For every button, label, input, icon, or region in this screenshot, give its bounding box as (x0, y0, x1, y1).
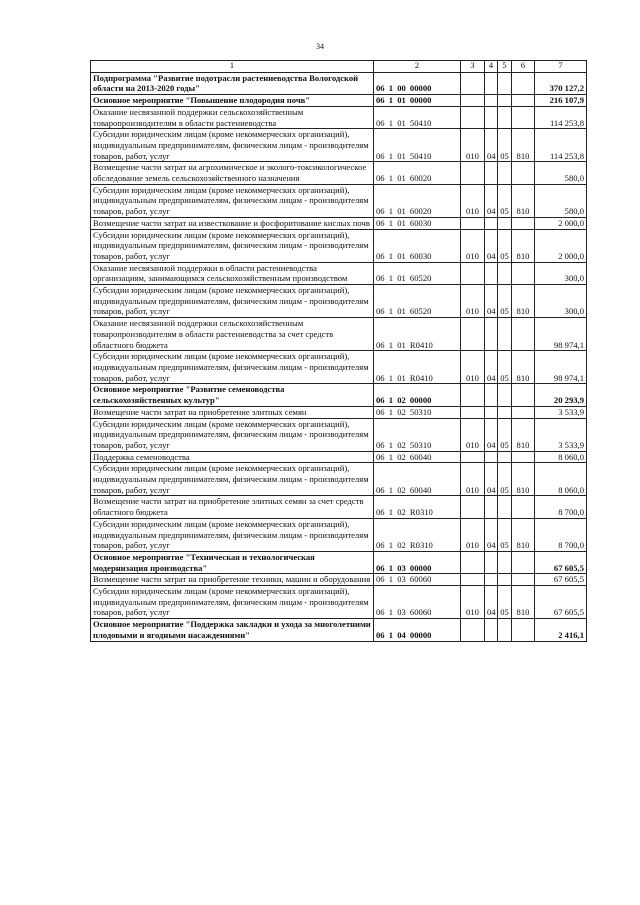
row-name-cell: Субсидии юридическим лицам (кроме некоммерческих организаций), индивидуальным предпринимателям, физическим лицам - производителям товаров, работ, услуг (91, 184, 374, 217)
row-col6-cell (512, 262, 535, 284)
row-col6-cell (512, 574, 535, 586)
row-col5-cell (498, 162, 512, 184)
row-amount-cell: 20 293,9 (535, 384, 587, 406)
row-name-cell: Субсидии юридическим лицам (кроме некоммерческих организаций), индивидуальным предпринимателям, физическим лицам - производителям товаров, работ, услуг (91, 418, 374, 451)
table-row (91, 406, 587, 418)
table-row (91, 106, 587, 128)
row-amount-cell: 8 700,0 (535, 496, 587, 518)
row-col6-cell (512, 318, 535, 351)
row-col3-cell (461, 384, 485, 406)
row-col3-cell (461, 551, 485, 573)
row-col6-cell: 810 (512, 518, 535, 551)
row-code-cell: 06 1 01 60020 (374, 184, 461, 217)
row-name-cell: Возмещение части затрат на приобретение элитных семян (91, 406, 374, 418)
row-name-cell: Оказание несвязанной поддержки сельскохозяйственным товаропроизводителям в области растениеводства (91, 106, 374, 128)
row-col4-cell (485, 496, 498, 518)
header-cell: 3 (461, 61, 485, 73)
row-col3-cell (461, 451, 485, 463)
row-code-cell: 06 1 02 60040 (374, 463, 461, 496)
row-col5-cell (498, 72, 512, 94)
row-name-cell: Основное мероприятие "Развитие семеноводства сельскохозяйственных культур" (91, 384, 374, 406)
row-col6-cell: 810 (512, 418, 535, 451)
row-amount-cell: 67 605,5 (535, 551, 587, 573)
row-col3-cell: 010 (461, 586, 485, 619)
row-col4-cell (485, 217, 498, 229)
row-col5-cell (498, 217, 512, 229)
table-row (91, 451, 587, 463)
row-code-cell: 06 1 01 60020 (374, 162, 461, 184)
row-col6-cell: 810 (512, 184, 535, 217)
row-col5-cell: 05 (498, 184, 512, 217)
row-col4-cell: 04 (485, 129, 498, 162)
row-col3-cell: 010 (461, 351, 485, 384)
row-name-cell: Поддержка семеноводства (91, 451, 374, 463)
row-amount-cell: 67 605,5 (535, 586, 587, 619)
row-col6-cell (512, 551, 535, 573)
row-col3-cell (461, 72, 485, 94)
row-code-cell: 06 1 01 60030 (374, 217, 461, 229)
row-col4-cell (485, 619, 498, 641)
table-row (91, 318, 587, 351)
row-name-cell: Возмещение части затрат на приобретение техники, машин и оборудования (91, 574, 374, 586)
row-col3-cell (461, 574, 485, 586)
row-name-cell: Оказание несвязанной поддержки в области растениеводства организациям, занимающимся сельскохозяйственным производством (91, 262, 374, 284)
row-col5-cell: 05 (498, 518, 512, 551)
row-col4-cell (485, 551, 498, 573)
row-col6-cell: 810 (512, 129, 535, 162)
row-name-cell: Субсидии юридическим лицам (кроме некоммерческих организаций), индивидуальным предпринимателям, физическим лицам - производителям товаров, работ, услуг (91, 586, 374, 619)
row-col6-cell (512, 72, 535, 94)
row-name-cell: Возмещение части затрат на известкование и фосфоритование кислых почв (91, 217, 374, 229)
row-col4-cell (485, 72, 498, 94)
row-code-cell: 06 1 01 50410 (374, 129, 461, 162)
header-cell: 2 (374, 61, 461, 73)
row-code-cell: 06 1 01 50410 (374, 106, 461, 128)
header-cell: 1 (91, 61, 374, 73)
row-col4-cell: 04 (485, 586, 498, 619)
header-cell: 5 (498, 61, 512, 73)
row-col4-cell: 04 (485, 463, 498, 496)
row-col3-cell (461, 162, 485, 184)
table-row (91, 418, 587, 451)
row-col6-cell (512, 406, 535, 418)
row-col5-cell: 05 (498, 285, 512, 318)
row-col4-cell: 04 (485, 184, 498, 217)
table-row (91, 463, 587, 496)
row-code-cell: 06 1 01 60030 (374, 229, 461, 262)
row-col5-cell: 05 (498, 463, 512, 496)
row-amount-cell: 114 253,8 (535, 106, 587, 128)
row-code-cell: 06 1 02 50310 (374, 406, 461, 418)
row-col4-cell (485, 384, 498, 406)
table-row (91, 351, 587, 384)
row-col3-cell (461, 95, 485, 107)
row-col4-cell (485, 318, 498, 351)
row-col6-cell: 810 (512, 285, 535, 318)
row-col6-cell (512, 95, 535, 107)
row-col6-cell (512, 217, 535, 229)
row-col3-cell (461, 262, 485, 284)
row-col4-cell: 04 (485, 518, 498, 551)
budget-table (90, 60, 587, 642)
row-col5-cell (498, 106, 512, 128)
row-col6-cell: 810 (512, 351, 535, 384)
table-row (91, 162, 587, 184)
table-row (91, 72, 587, 94)
row-col3-cell (461, 217, 485, 229)
row-col3-cell (461, 619, 485, 641)
table-row (91, 129, 587, 162)
row-col5-cell: 05 (498, 351, 512, 384)
row-code-cell: 06 1 01 R0410 (374, 351, 461, 384)
row-col5-cell (498, 318, 512, 351)
row-amount-cell: 114 253,8 (535, 129, 587, 162)
row-col4-cell (485, 95, 498, 107)
table-row (91, 586, 587, 619)
row-col4-cell: 04 (485, 229, 498, 262)
row-col4-cell (485, 262, 498, 284)
row-code-cell: 06 1 00 00000 (374, 72, 461, 94)
table-row (91, 285, 587, 318)
table-row (91, 217, 587, 229)
row-col4-cell: 04 (485, 285, 498, 318)
row-col3-cell (461, 406, 485, 418)
row-col6-cell (512, 384, 535, 406)
row-col5-cell (498, 496, 512, 518)
row-name-cell: Основное мероприятие "Повышение плодородия почв" (91, 95, 374, 107)
row-amount-cell: 300,0 (535, 285, 587, 318)
row-amount-cell: 580,0 (535, 184, 587, 217)
row-col3-cell: 010 (461, 229, 485, 262)
row-col3-cell: 010 (461, 518, 485, 551)
row-code-cell: 06 1 03 60060 (374, 586, 461, 619)
row-amount-cell: 370 127,2 (535, 72, 587, 94)
row-col4-cell (485, 162, 498, 184)
header-cell: 4 (485, 61, 498, 73)
row-col5-cell (498, 384, 512, 406)
page-number: 34 (316, 42, 324, 51)
row-amount-cell: 2 000,0 (535, 217, 587, 229)
row-name-cell: Возмещение части затрат на приобретение элитных семян за счет средств областного бюджета (91, 496, 374, 518)
row-amount-cell: 2 000,0 (535, 229, 587, 262)
row-amount-cell: 3 533,9 (535, 418, 587, 451)
row-name-cell: Субсидии юридическим лицам (кроме некоммерческих организаций), индивидуальным предпринимателям, физическим лицам - производителям товаров, работ, услуг (91, 463, 374, 496)
row-col4-cell: 04 (485, 418, 498, 451)
row-col3-cell: 010 (461, 129, 485, 162)
row-name-cell: Основное мероприятие "Техническая и технологическая модернизация производства" (91, 551, 374, 573)
row-col3-cell: 010 (461, 418, 485, 451)
row-code-cell: 06 1 02 R0310 (374, 518, 461, 551)
row-name-cell: Субсидии юридическим лицам (кроме некоммерческих организаций), индивидуальным предпринимателям, физическим лицам - производителям товаров, работ, услуг (91, 129, 374, 162)
row-col3-cell: 010 (461, 285, 485, 318)
row-amount-cell: 3 533,9 (535, 406, 587, 418)
row-name-cell: Субсидии юридическим лицам (кроме некоммерческих организаций), индивидуальным предпринимателям, физическим лицам - производителям товаров, работ, услуг (91, 285, 374, 318)
table-row (91, 496, 587, 518)
row-code-cell: 06 1 01 R0410 (374, 318, 461, 351)
row-code-cell: 06 1 02 50310 (374, 418, 461, 451)
header-row (91, 61, 587, 73)
row-col6-cell: 810 (512, 586, 535, 619)
row-col4-cell: 04 (485, 351, 498, 384)
row-amount-cell: 98 974,1 (535, 351, 587, 384)
row-col5-cell (498, 406, 512, 418)
row-name-cell: Возмещение части затрат на агрохимическое и эколого-токсикологическое обследование земель сельскохозяйственного назначения (91, 162, 374, 184)
row-code-cell: 06 1 03 60060 (374, 574, 461, 586)
row-code-cell: 06 1 04 00000 (374, 619, 461, 641)
table-row (91, 95, 587, 107)
row-code-cell: 06 1 02 R0310 (374, 496, 461, 518)
row-code-cell: 06 1 02 00000 (374, 384, 461, 406)
row-col5-cell: 05 (498, 229, 512, 262)
row-amount-cell: 2 416,1 (535, 619, 587, 641)
row-col5-cell: 05 (498, 418, 512, 451)
header-cell: 6 (512, 61, 535, 73)
row-col5-cell (498, 551, 512, 573)
row-col3-cell (461, 496, 485, 518)
row-col6-cell: 810 (512, 463, 535, 496)
row-col6-cell (512, 162, 535, 184)
row-code-cell: 06 1 01 60520 (374, 285, 461, 318)
row-col5-cell (498, 619, 512, 641)
row-col5-cell: 05 (498, 586, 512, 619)
row-col4-cell (485, 451, 498, 463)
row-col4-cell (485, 406, 498, 418)
row-code-cell: 06 1 02 60040 (374, 451, 461, 463)
row-code-cell: 06 1 01 60520 (374, 262, 461, 284)
row-amount-cell: 580,0 (535, 162, 587, 184)
table-row (91, 184, 587, 217)
row-name-cell: Подпрограмма "Развитие подотрасли растениеводства Вологодской области на 2013-2020 годы" (91, 72, 374, 94)
header-cell: 7 (535, 61, 587, 73)
row-col3-cell: 010 (461, 463, 485, 496)
row-name-cell: Субсидии юридическим лицам (кроме некоммерческих организаций), индивидуальным предпринимателям, физическим лицам - производителям товаров, работ, услуг (91, 518, 374, 551)
table-row (91, 518, 587, 551)
row-name-cell: Субсидии юридическим лицам (кроме некоммерческих организаций), индивидуальным предпринимателям, физическим лицам - производителям товаров, работ, услуг (91, 351, 374, 384)
table-row (91, 384, 587, 406)
row-col6-cell (512, 451, 535, 463)
row-amount-cell: 8 700,0 (535, 518, 587, 551)
row-amount-cell: 8 060,0 (535, 451, 587, 463)
row-col3-cell (461, 106, 485, 128)
row-col3-cell: 010 (461, 184, 485, 217)
row-amount-cell: 67 605,5 (535, 574, 587, 586)
row-name-cell: Основное мероприятие "Поддержка закладки и ухода за многолетними плодовыми и ягодными насаждениями" (91, 619, 374, 641)
row-col6-cell (512, 619, 535, 641)
row-col6-cell (512, 496, 535, 518)
row-amount-cell: 216 107,9 (535, 95, 587, 107)
row-col5-cell (498, 95, 512, 107)
row-code-cell: 06 1 03 00000 (374, 551, 461, 573)
row-col4-cell (485, 574, 498, 586)
table-row (91, 229, 587, 262)
row-amount-cell: 8 060,0 (535, 463, 587, 496)
row-amount-cell: 98 974,1 (535, 318, 587, 351)
row-amount-cell: 300,0 (535, 262, 587, 284)
row-col6-cell (512, 106, 535, 128)
row-col5-cell (498, 451, 512, 463)
row-col6-cell: 810 (512, 229, 535, 262)
row-col5-cell (498, 262, 512, 284)
row-col3-cell (461, 318, 485, 351)
table-row (91, 619, 587, 641)
row-code-cell: 06 1 01 00000 (374, 95, 461, 107)
row-col5-cell: 05 (498, 129, 512, 162)
row-name-cell: Оказание несвязанной поддержки сельскохозяйственным товаропроизводителям в области растениеводства за счет средств областного бюджета (91, 318, 374, 351)
table-row (91, 551, 587, 573)
table-row (91, 262, 587, 284)
table-row (91, 574, 587, 586)
row-col5-cell (498, 574, 512, 586)
row-col4-cell (485, 106, 498, 128)
row-name-cell: Субсидии юридическим лицам (кроме некоммерческих организаций), индивидуальным предпринимателям, физическим лицам - производителям товаров, работ, услуг (91, 229, 374, 262)
